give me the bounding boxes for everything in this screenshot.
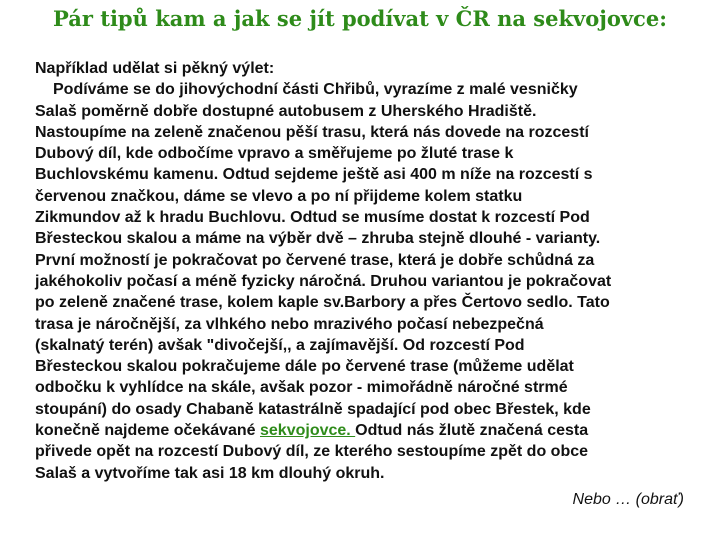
body-line: (skalnatý terén) avšak "divočejší,, a zajímavější. Od rozcestí Pod	[35, 336, 525, 354]
body-line: přivede opět na rozcestí Dubový díl, ze kterého sestoupíme zpět do obce	[35, 443, 589, 461]
page-title: Pár tipů kam a jak se jít podívat v ČR na sekvojovce:	[53, 6, 667, 31]
body-line: Salaš a vytvoříme tak asi 18 km dlouhý okruh.	[35, 464, 385, 482]
body-line: Buchlovskému kamenu. Odtud sejdeme ještě asi 400 m níže na rozcestí s	[35, 166, 593, 184]
body-line: po zeleně značené trase, kolem kaple sv.Barbory a přes Čertovo sedlo. Tato	[35, 294, 610, 312]
body-line: Například udělat si pěkný výlet:	[35, 60, 275, 77]
body-line: Břesteckou skalou a máme na výběr dvě – zhruba stejně dlouhé - varianty.	[35, 230, 601, 248]
body-line: červenou značkou, dáme se vlevo a po ní přijdeme kolem statku	[35, 187, 523, 205]
link-line-after: Odtud nás žlutě značená cesta	[355, 422, 589, 440]
sekvojovce-link[interactable]: sekvojovce.	[260, 422, 356, 440]
body-line: První možností je pokračovat po červené trase, která je dobře schůdná za	[35, 251, 595, 269]
body-line: Podíváme se do jihovýchodní části Chřibů, vyrazíme z malé vesničky	[53, 81, 578, 99]
body-line: stoupání) do osady Chabaně katastrálně spadající pod obec Břestek, kde	[35, 400, 591, 418]
body-line: Dubový díl, kde odbočíme vpravo a směřujeme po žluté trase k	[35, 145, 514, 163]
body-text	[35, 58, 703, 484]
body-line: trasa je náročnější, za vlhkého nebo mrazivého počasí nebezpečná	[35, 315, 544, 333]
body-line-with-link	[35, 420, 703, 441]
body-line: Nastoupíme na zeleně značenou pěší trasu, která nás dovede na rozcestí	[35, 123, 589, 141]
body-line: Břesteckou skalou pokračujeme dále po červené trase (můžeme udělat	[35, 358, 574, 376]
footer-note: Nebo … (obrať)	[572, 491, 684, 508]
body-line: jakéhokoliv počasí a méně fyzicky náročná. Druhou variantou je pokračovat	[35, 272, 612, 290]
body-line: Salaš poměrně dobře dostupné autobusem z Uherského Hradiště.	[35, 102, 537, 120]
link-line-before: konečně najdeme očekávané	[35, 422, 260, 440]
body-line: odbočku k vyhlídce na skále, avšak pozor - mimořádně náročné strmé	[35, 379, 568, 397]
body-line: Zikmundov až k hradu Buchlovu. Odtud se musíme dostat k rozcestí Pod	[35, 209, 590, 227]
